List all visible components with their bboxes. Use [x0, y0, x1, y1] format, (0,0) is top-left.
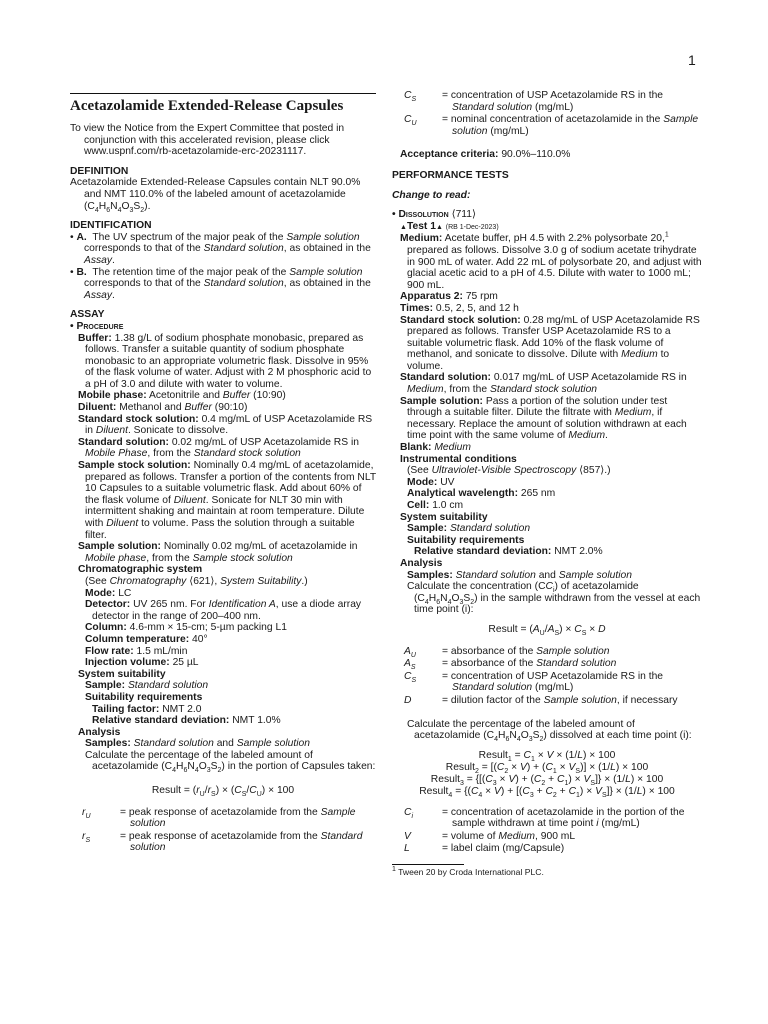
- title-rule: [70, 93, 376, 94]
- std-stock-item: Standard stock solution: 0.4 mg/mL of USP Acetazolamide RS in Diluent. Sonicate to dissolve.: [78, 413, 373, 437]
- footnote-rule: [392, 864, 464, 865]
- detector-item: Detector: UV 265 nm. For Identification A, use a diode array detector in the range of 200–400 nm.: [85, 599, 362, 622]
- diss-std-solution-item: Standard solution: 0.017 mg/mL of USP Acetazolamide RS in Medium, from the Standard stock solution: [400, 372, 687, 396]
- assay-heading: ASSAY: [70, 309, 105, 321]
- identification-b: • B. The retention time of the major peak of the Sample solution corresponds to that of the Standard solution, as obtained in the Assay.: [70, 266, 371, 301]
- blank-item: Blank: Medium: [400, 442, 471, 454]
- assay-result-equation: Result = $(r_U/r_S) \times (C_S/C_U) \times 100$: [151, 785, 295, 799]
- definition-heading: DEFINITION: [70, 165, 129, 177]
- analysis-samples: Samples: Standard solution and Sample solution: [85, 738, 310, 750]
- performance-heading: PERFORMANCE TESTS: [392, 169, 509, 181]
- times-item: Times: 0.5, 2, 5, and 12 h: [400, 302, 519, 314]
- diss-result-equation: Result = $(A_U/A_S) \times C_S \times D$: [488, 623, 606, 637]
- std-solution-item: Standard solution: 0.02 mg/mL of USP Acetazolamide RS in Mobile Phase, from the Standard stock solution: [78, 436, 359, 460]
- apparatus-item: Apparatus 2: 75 rpm: [400, 291, 498, 303]
- wavelength-item: Analytical wavelength: 265 nm: [407, 488, 556, 500]
- mobile-phase-item: Mobile phase: Acetonitrile and Buffer (10:90): [78, 390, 286, 402]
- diss-analysis-heading: Analysis: [400, 557, 443, 569]
- result1-equation: Result$_1$ = $C_1 \times V \times (1/L) \times 100$: [478, 749, 616, 763]
- def-rs: $r_S$ = peak response of acetazolamide from the Standard solution: [82, 830, 363, 854]
- definition-text: Acetazolamide Extended-Release Capsules contain NLT 90.0% and NMT 110.0% of the labeled amount of acetazolamide $(C_4H_6N_4O_3S_2)$.: [70, 177, 361, 214]
- def-as: $A_S$ = absorbance of the Standard solution: [404, 658, 617, 672]
- diss-mode-item: Mode: UV: [407, 476, 455, 488]
- def-cs: $C_S$ = concentration of USP Acetazolamide RS in the Standard solution (mg/mL): [404, 90, 664, 113]
- acceptance-criteria: Acceptance criteria: 90.0%–110.0%: [400, 149, 571, 161]
- left-column: [70, 93, 376, 855]
- chrom-system-heading: Chromatographic system: [78, 564, 203, 576]
- suit-req-heading: Suitability requirements: [85, 691, 203, 703]
- analysis-heading: Analysis: [78, 726, 121, 738]
- mode-item: Mode: LC: [85, 587, 132, 599]
- chrom-see: (See Chromatography ⟨621⟩, System Suitability.): [85, 575, 308, 587]
- def-cs-diss: $C_S$ = concentration of USP Acetazolamide RS in the Standard solution (mg/mL): [404, 670, 664, 694]
- identification-a: • A. The UV spectrum of the major peak of the Sample solution corresponds to that of the Standard solution, as obtained in the Assay.: [70, 231, 371, 266]
- diss-suit-sample: Sample: Standard solution: [407, 523, 531, 535]
- change-to-read: Change to read:: [392, 189, 471, 201]
- identification-heading: IDENTIFICATION: [70, 220, 152, 232]
- diss-std-stock-item: Standard stock solution: 0.28 mg/mL of USP Acetazolamide RS prepared as follows. Transfer USP Acetazolamide RS to a suitable volumetric flask. Add 10% of the flask volume of methanol, and sonicate to dissolve. Dilute with Medium to volume.: [400, 314, 700, 372]
- column-item: Column: 4.6-mm × 15-cm; 5-µm packing L1: [85, 622, 287, 634]
- column-temp-item: Column temperature: 40°: [85, 633, 208, 645]
- suit-sample-item: Sample: Standard solution: [85, 680, 209, 692]
- cell-item: Cell: 1.0 cm: [407, 500, 464, 511]
- rsd-item: Relative standard deviation: NMT 1.0%: [92, 715, 281, 727]
- def-ru: $r_U$ = peak response of acetazolamide from the Sample solution: [82, 806, 356, 830]
- instr-see: (See Ultraviolet-Visible Spectroscopy ⟨857⟩.): [407, 465, 611, 477]
- injection-volume-item: Injection volume: 25 µL: [85, 657, 199, 669]
- def-d: D = dilution factor of the Sample solution, if necessary: [404, 694, 678, 706]
- diss-sample-solution-item: Sample solution: Pass a portion of the solution under test through a suitable filter. Dilute the filtrate with Medium, if necessary. Replace the amount of solution withdrawn at each time point with the same volume of Medium.: [400, 395, 687, 442]
- result-equations: [392, 750, 702, 798]
- instr-heading: Instrumental conditions: [400, 453, 517, 465]
- diss-suit-req: Suitability requirements: [407, 534, 525, 546]
- diss-suitability-heading: System suitability: [400, 511, 488, 523]
- right-column: [392, 90, 702, 879]
- test1-heading: ▲Test 1▲ (RB 1-Dec-2023): [400, 220, 499, 232]
- buffer-item: Buffer: 1.38 g/L of sodium phosphate monobasic, prepared as follows. Transfer a suitable quantity of sodium phosphate monobasic to an appropriate volumetric flask. Dissolve in 95% of the flask volume of water. Adjust with 2 M phosphoric acid to a pH of 3.0 and dilute with water to volume.: [78, 332, 372, 390]
- system-suitability-heading: System suitability: [78, 668, 166, 680]
- flow-rate-item: Flow rate: 1.5 mL/min: [85, 645, 188, 657]
- notice-text: To view the Notice from the Expert Committee that posted in conjunction with this accelerated revision, please click www.uspnf.com/rb-acetazolamide-erc-20231117.: [70, 123, 345, 158]
- def-cu: $C_U$ = nominal concentration of acetazolamide in the Sample solution (mg/mL): [404, 114, 699, 137]
- assay-calc-text: Calculate the percentage of the labeled amount of acetazolamide $(C_4H_6N_4O_3S_2)$ in the portion of Capsules taken:: [85, 749, 376, 775]
- diss-rsd-item: Relative standard deviation: NMT 2.0%: [414, 546, 603, 558]
- def-l: L = label claim (mg/Capsule): [404, 843, 565, 855]
- medium-item: Medium: Acetate buffer, pH 4.5 with 2.2% polysorbate 20,$^1$ prepared as follows. Dissolve 3.0 g of sodium acetate trihydrate in 900 mL of water. Add 22 mL of polysorbate 20, and adjust with glacial acetic acid to a pH of 4.5. Dilute with water to 1000 mL; 900 mL.: [400, 231, 702, 291]
- tailing-item: Tailing factor: NMT 2.0: [92, 703, 202, 715]
- result4-equation: Result$_4$ = $\{(C_4 \times V) + [(C_3 + C_2 + C_1) \times V_S]\} \times (1/L) \times 100$: [419, 785, 675, 799]
- def-au: $A_U$ = absorbance of the Sample solution: [404, 645, 610, 659]
- sample-solution-item: Sample solution: Nominally 0.02 mg/mL of acetazolamide in Mobile phase, from the Sample stock solution: [78, 541, 358, 564]
- footnote: $^1$ Tween 20 by Croda International PLC.: [392, 866, 544, 878]
- diss-samples-item: Samples: Standard solution and Sample solution: [407, 569, 632, 581]
- procedure-heading: • Procedure: [70, 320, 124, 332]
- page-number: 1: [688, 52, 696, 68]
- diss-conc-calc: Calculate the concentration $(CC_i)$ of acetazolamide $(C_4H_6N_4O_3S_2)$ in the sample withdrawn from the vessel at each time point (i):: [407, 581, 701, 616]
- dissolution-heading: • Dissolution ⟨711⟩: [392, 209, 477, 221]
- diluent-item: Diluent: Methanol and Buffer (90:10): [78, 402, 248, 414]
- result3-equation: Result$_3$ = $\{[(C_3 \times V) + (C_2 + C_1) \times V_S]\} \times (1/L) \times 100$: [430, 773, 664, 787]
- page-title: Acetazolamide Extended-Release Capsules: [70, 98, 344, 114]
- sample-stock-item: Sample stock solution: Nominally 0.4 mg/mL of acetazolamide, prepared as follows. Transfer a portion of the contents from NLT 10 Capsules to a suitable volumetric flask. Add about 60% of the flask volume of Diluent. Sonicate for NLT 30 min with intermittent shaking and maintain at room temperature. Dilute with Diluent to volume. Pass the solution through a suitable filter.: [78, 460, 376, 541]
- result2-equation: Result$_2$ = $[(C_2 \times V) + (C_1 \times V_S)] \times (1/L) \times 100$: [445, 761, 649, 775]
- diss-pct-calc: Calculate the percentage of the labeled amount of acetazolamide $(C_4H_6N_4O_3S_2)$ dissolved at each time point (i):: [407, 718, 692, 744]
- def-ci: $C_i$ = concentration of acetazolamide in the portion of the sample withdrawn at time point i (mg/mL): [404, 806, 685, 830]
- def-v: V = volume of Medium, 900 mL: [404, 830, 576, 842]
